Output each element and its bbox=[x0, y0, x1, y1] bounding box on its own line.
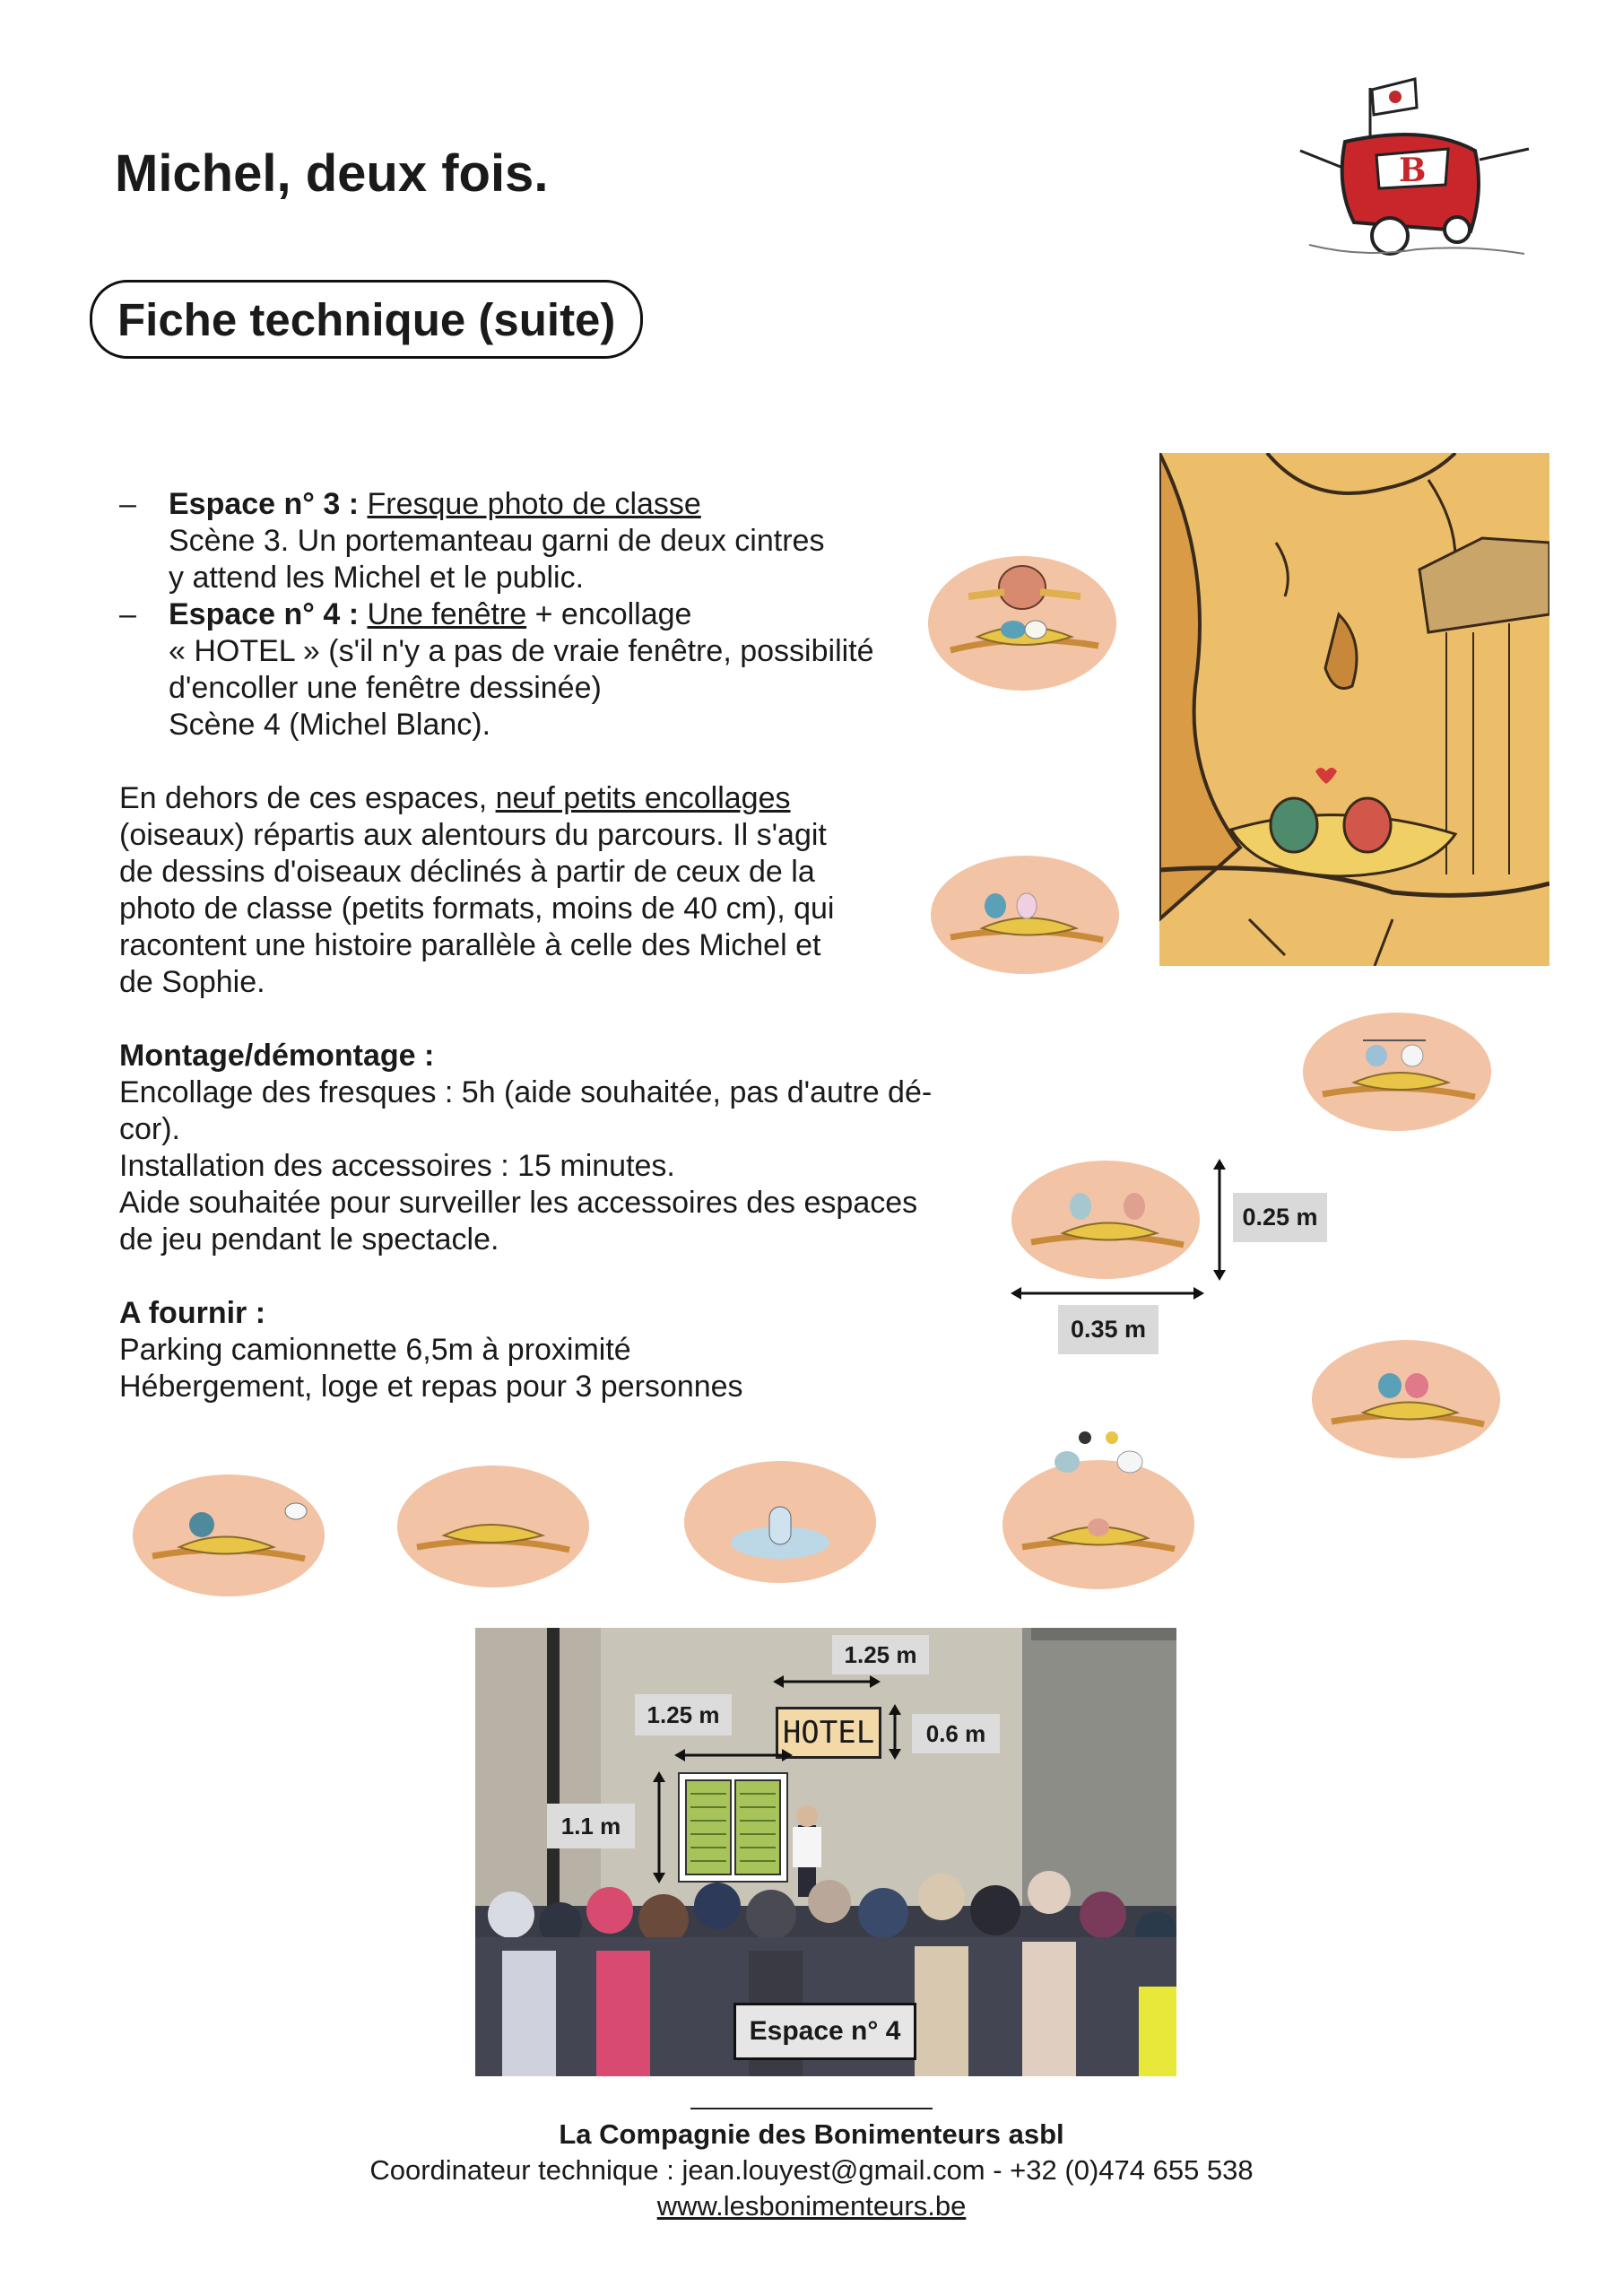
fournir-heading: A fournir : bbox=[119, 1296, 266, 1330]
svg-text:B: B bbox=[1399, 152, 1427, 189]
fresque-illustration bbox=[1159, 453, 1549, 966]
montage-line: Installation des accessoires : 15 minutes. bbox=[119, 1149, 675, 1183]
footer-website-link[interactable]: www.lesbonimenteurs.be bbox=[656, 2190, 967, 2222]
birds-paragraph-line: de dessins d'oiseaux déclinés à partir de ceux de la bbox=[119, 855, 815, 889]
birds-paragraph-line: photo de classe (petits formats, moins de 40 cm), qui bbox=[119, 891, 835, 926]
fournir-line: Hébergement, loge et repas pour 3 personnes bbox=[119, 1370, 743, 1404]
height-arrow bbox=[1206, 1157, 1233, 1283]
bird-illustration bbox=[1309, 1336, 1502, 1462]
bird-illustration bbox=[395, 1462, 592, 1592]
montage-line: cor). bbox=[119, 1112, 180, 1146]
espace-4-photo bbox=[475, 1628, 1176, 2076]
bird-width-label: 0.35 m bbox=[1058, 1305, 1159, 1354]
footer-rule bbox=[690, 2108, 933, 2109]
fournir-line: Parking camionnette 6,5m à proximité bbox=[119, 1333, 631, 1367]
footer-company: La Compagnie des Bonimenteurs asbl bbox=[559, 2118, 1064, 2150]
bird-illustration bbox=[130, 1471, 327, 1601]
hotel-width-label: 1.25 m bbox=[832, 1635, 929, 1674]
birds-paragraph-line bbox=[119, 780, 1025, 817]
footer-contact: Coordinateur technique : jean.louyest@gmail.com - +32 (0)474 655 538 bbox=[369, 2154, 1254, 2186]
birds-lead: En dehors de ces espaces, bbox=[119, 781, 496, 815]
hotel-height-arrow bbox=[886, 1704, 904, 1760]
hotel-width-arrow bbox=[773, 1673, 881, 1691]
montage-line: Aide souhaitée pour surveiller les accessoires des espaces bbox=[119, 1186, 918, 1220]
birds-paragraph-line: (oiseaux) répartis aux alentours du parcours. Il s'agit bbox=[119, 818, 827, 852]
birds-paragraph-line: de Sophie. bbox=[119, 965, 265, 999]
espace-4-name: Une fenêtre bbox=[367, 597, 527, 631]
text-column bbox=[119, 486, 1025, 1405]
window-prop bbox=[677, 1771, 789, 1883]
bird-height-label: 0.25 m bbox=[1233, 1193, 1327, 1242]
espace-4-label: Espace n° 4 : bbox=[169, 597, 360, 631]
bird-illustration bbox=[1000, 1422, 1197, 1592]
bird-illustration bbox=[924, 547, 1121, 695]
section-title: Fiche technique (suite) bbox=[90, 280, 643, 359]
window-width-label: 1.25 m bbox=[635, 1694, 732, 1735]
bird-illustration bbox=[928, 852, 1121, 978]
birds-underlined: neuf petits encollages bbox=[495, 781, 791, 815]
espace-3-line: y attend les Michel et le public. bbox=[169, 561, 585, 595]
montage-line: Encollage des fresques : 5h (aide souhaitée, pas d'autre dé- bbox=[119, 1075, 933, 1109]
espace-4-item bbox=[119, 596, 1025, 633]
hotel-height-label: 0.6 m bbox=[912, 1714, 1000, 1753]
width-arrow bbox=[1009, 1283, 1206, 1304]
window-height-label: 1.1 m bbox=[547, 1804, 635, 1848]
bullet-dash: – bbox=[119, 597, 136, 631]
montage-heading: Montage/démontage : bbox=[119, 1039, 435, 1073]
bird-illustration bbox=[1009, 1157, 1202, 1283]
espace-4-name-suffix: + encollage bbox=[526, 597, 692, 631]
espace-3-label: Espace n° 3 : bbox=[169, 487, 360, 521]
company-logo bbox=[1291, 70, 1542, 276]
espace-3-item bbox=[119, 486, 1025, 523]
window-height-arrow bbox=[650, 1771, 668, 1883]
espace-4-line: d'encoller une fenêtre dessinée) bbox=[169, 671, 602, 705]
bullet-dash: – bbox=[119, 487, 136, 521]
espace-3-name: Fresque photo de classe bbox=[367, 487, 701, 521]
bird-illustration bbox=[1300, 1009, 1493, 1135]
espace-4-line: Scène 4 (Michel Blanc). bbox=[169, 708, 491, 742]
bird-illustration bbox=[681, 1457, 879, 1587]
espace-3-line: Scène 3. Un portemanteau garni de deux cintres bbox=[169, 524, 825, 558]
window-width-arrow bbox=[674, 1746, 793, 1764]
hotel-sign: HOTEL bbox=[776, 1707, 881, 1759]
montage-line: de jeu pendant le spectacle. bbox=[119, 1222, 499, 1257]
footer bbox=[0, 2108, 1623, 2224]
page-title: Michel, deux fois. bbox=[115, 144, 549, 203]
espace-4-line: « HOTEL » (s'il n'y a pas de vraie fenêtre, possibilité bbox=[169, 634, 874, 668]
photo-caption: Espace n° 4 bbox=[733, 2003, 916, 2060]
birds-paragraph-line: racontent une histoire parallèle à celle des Michel et bbox=[119, 928, 821, 962]
